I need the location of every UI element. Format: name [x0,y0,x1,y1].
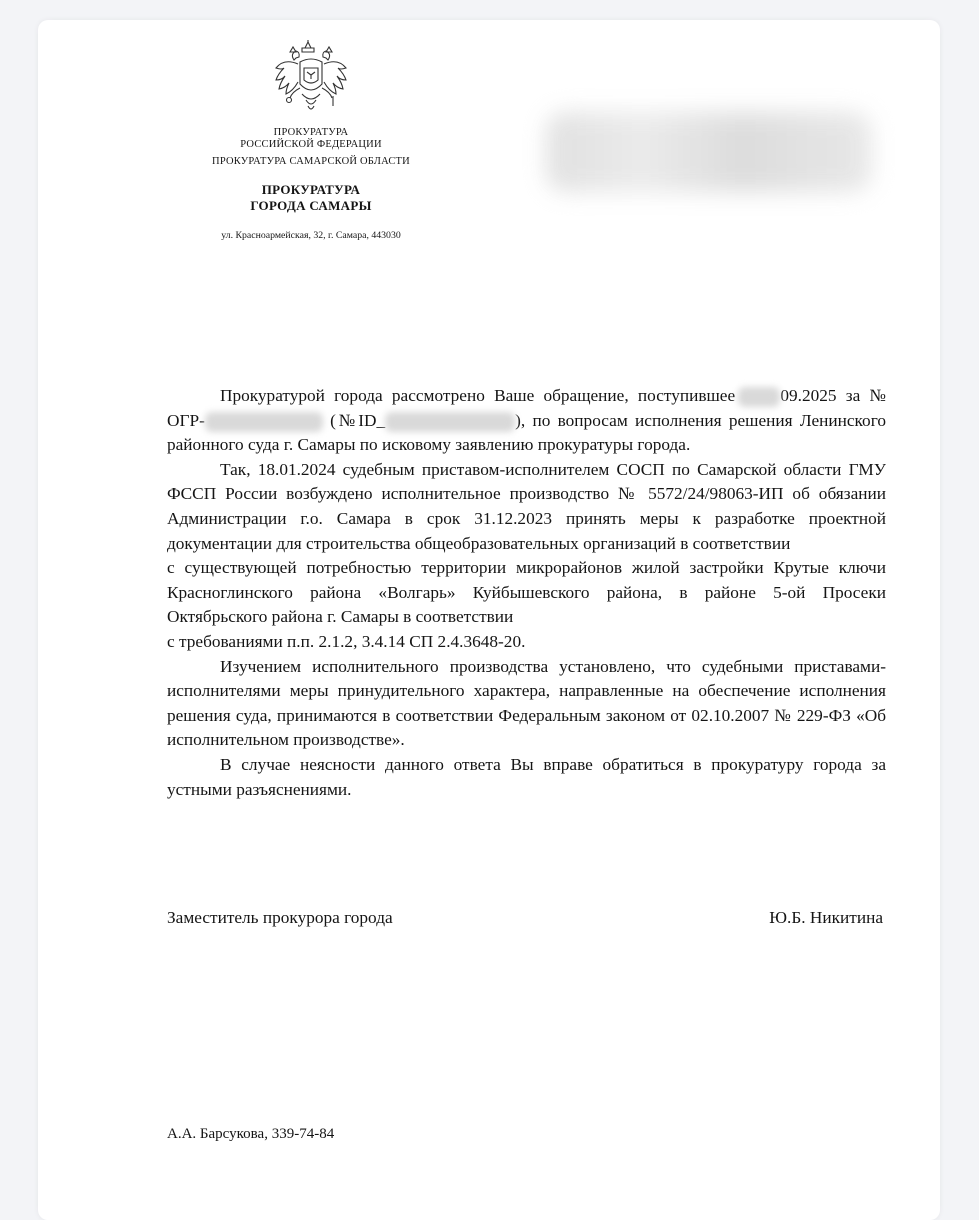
paragraph-1-id: (№ID_ [330,410,386,430]
paragraph-2-last-line [167,630,886,655]
org-line-2: РОССИЙСКОЙ ФЕДЕРАЦИИ [240,138,382,150]
org-line-1: ПРОКУРАТУРА [273,127,349,138]
paragraph-1-date: 09.2025 [780,386,837,405]
letterhead [195,127,427,242]
paragraph-2-continuation [167,556,886,630]
org-address: ул. Красноармейская, 32, г. Самара, 443030 [221,230,401,242]
redacted-ogr-number [205,412,323,432]
redacted-id-number [385,412,515,432]
paragraph-2-text: Так, 18.01.2024 судебным приставом-исполнителем СОСП по Самарской области ГМУ ФССП России возбуждено исполнительное производство № 5572/24/98063-ИП об обязании Администрации г.о. Самара в срок 31.12.2023 принять меры к разработке проектной документации для строительства общеобразовательных организаций в соответствии [167,459,886,553]
org-title-line-1: ПРОКУРАТУРА [261,182,361,198]
paragraph-4 [167,753,886,802]
russian-coat-of-arms-icon [272,38,350,124]
paragraph-4-text: В случае неясности данного ответа Вы вправе обратиться в прокуратуру города за устными разъяснениями. [167,754,886,799]
paragraph-3-text: Изучением исполнительного производства установлено, что судебными приставами-исполнителями меры принудительного характера, направленные на обеспечение исполнения решения суда, принимаются в соответствии Федеральным законом от 02.10.2007 № 229-ФЗ «Об исполнительном производстве». [167,656,886,750]
paragraph-1-tail: , по вопросам исполнения решения Ленинского районного суда г. Самары по исковому заявлению прокуратуры города. [167,410,886,455]
paragraph-1 [167,384,886,458]
org-title [195,182,427,213]
signer-name: Ю.Б. Никитина [769,908,883,927]
org-line-3: ПРОКУРАТУРА САМАРСКОЙ ОБЛАСТИ [212,155,410,167]
paragraph-3 [167,655,886,753]
paragraph-1-intro: Прокуратурой города рассмотрено Ваше обращение, поступившее [220,386,736,405]
paragraph-2-cont-text: с существующей потребностью территории микрорайонов жилой застройки Крутые ключи Красноглинского района «Волгарь» Куйбышевского района, в районе 5-ой Просеки Октябрьского района г. Самары в соответствии [167,558,886,627]
paragraph-1-id-close: ) [515,410,521,430]
signature-row [167,906,883,930]
redacted-recipient-block [546,112,872,192]
letter-body [167,384,886,802]
signer-position: Заместитель прокурора города [167,908,393,927]
redacted-date [738,387,780,407]
paragraph-2 [167,458,886,556]
paragraph-1-ogr: ОГР- [167,410,205,430]
executor-contact: А.А. Барсукова, 339-74-84 [167,1126,335,1142]
paragraph-2-last-text: с требованиями п.п. 2.1.2, 3.4.14 СП 2.4.3648-20. [167,631,526,651]
org-title-line-2: ГОРОДА САМАРЫ [250,197,372,213]
paragraph-1-number-label: за № [845,386,886,405]
